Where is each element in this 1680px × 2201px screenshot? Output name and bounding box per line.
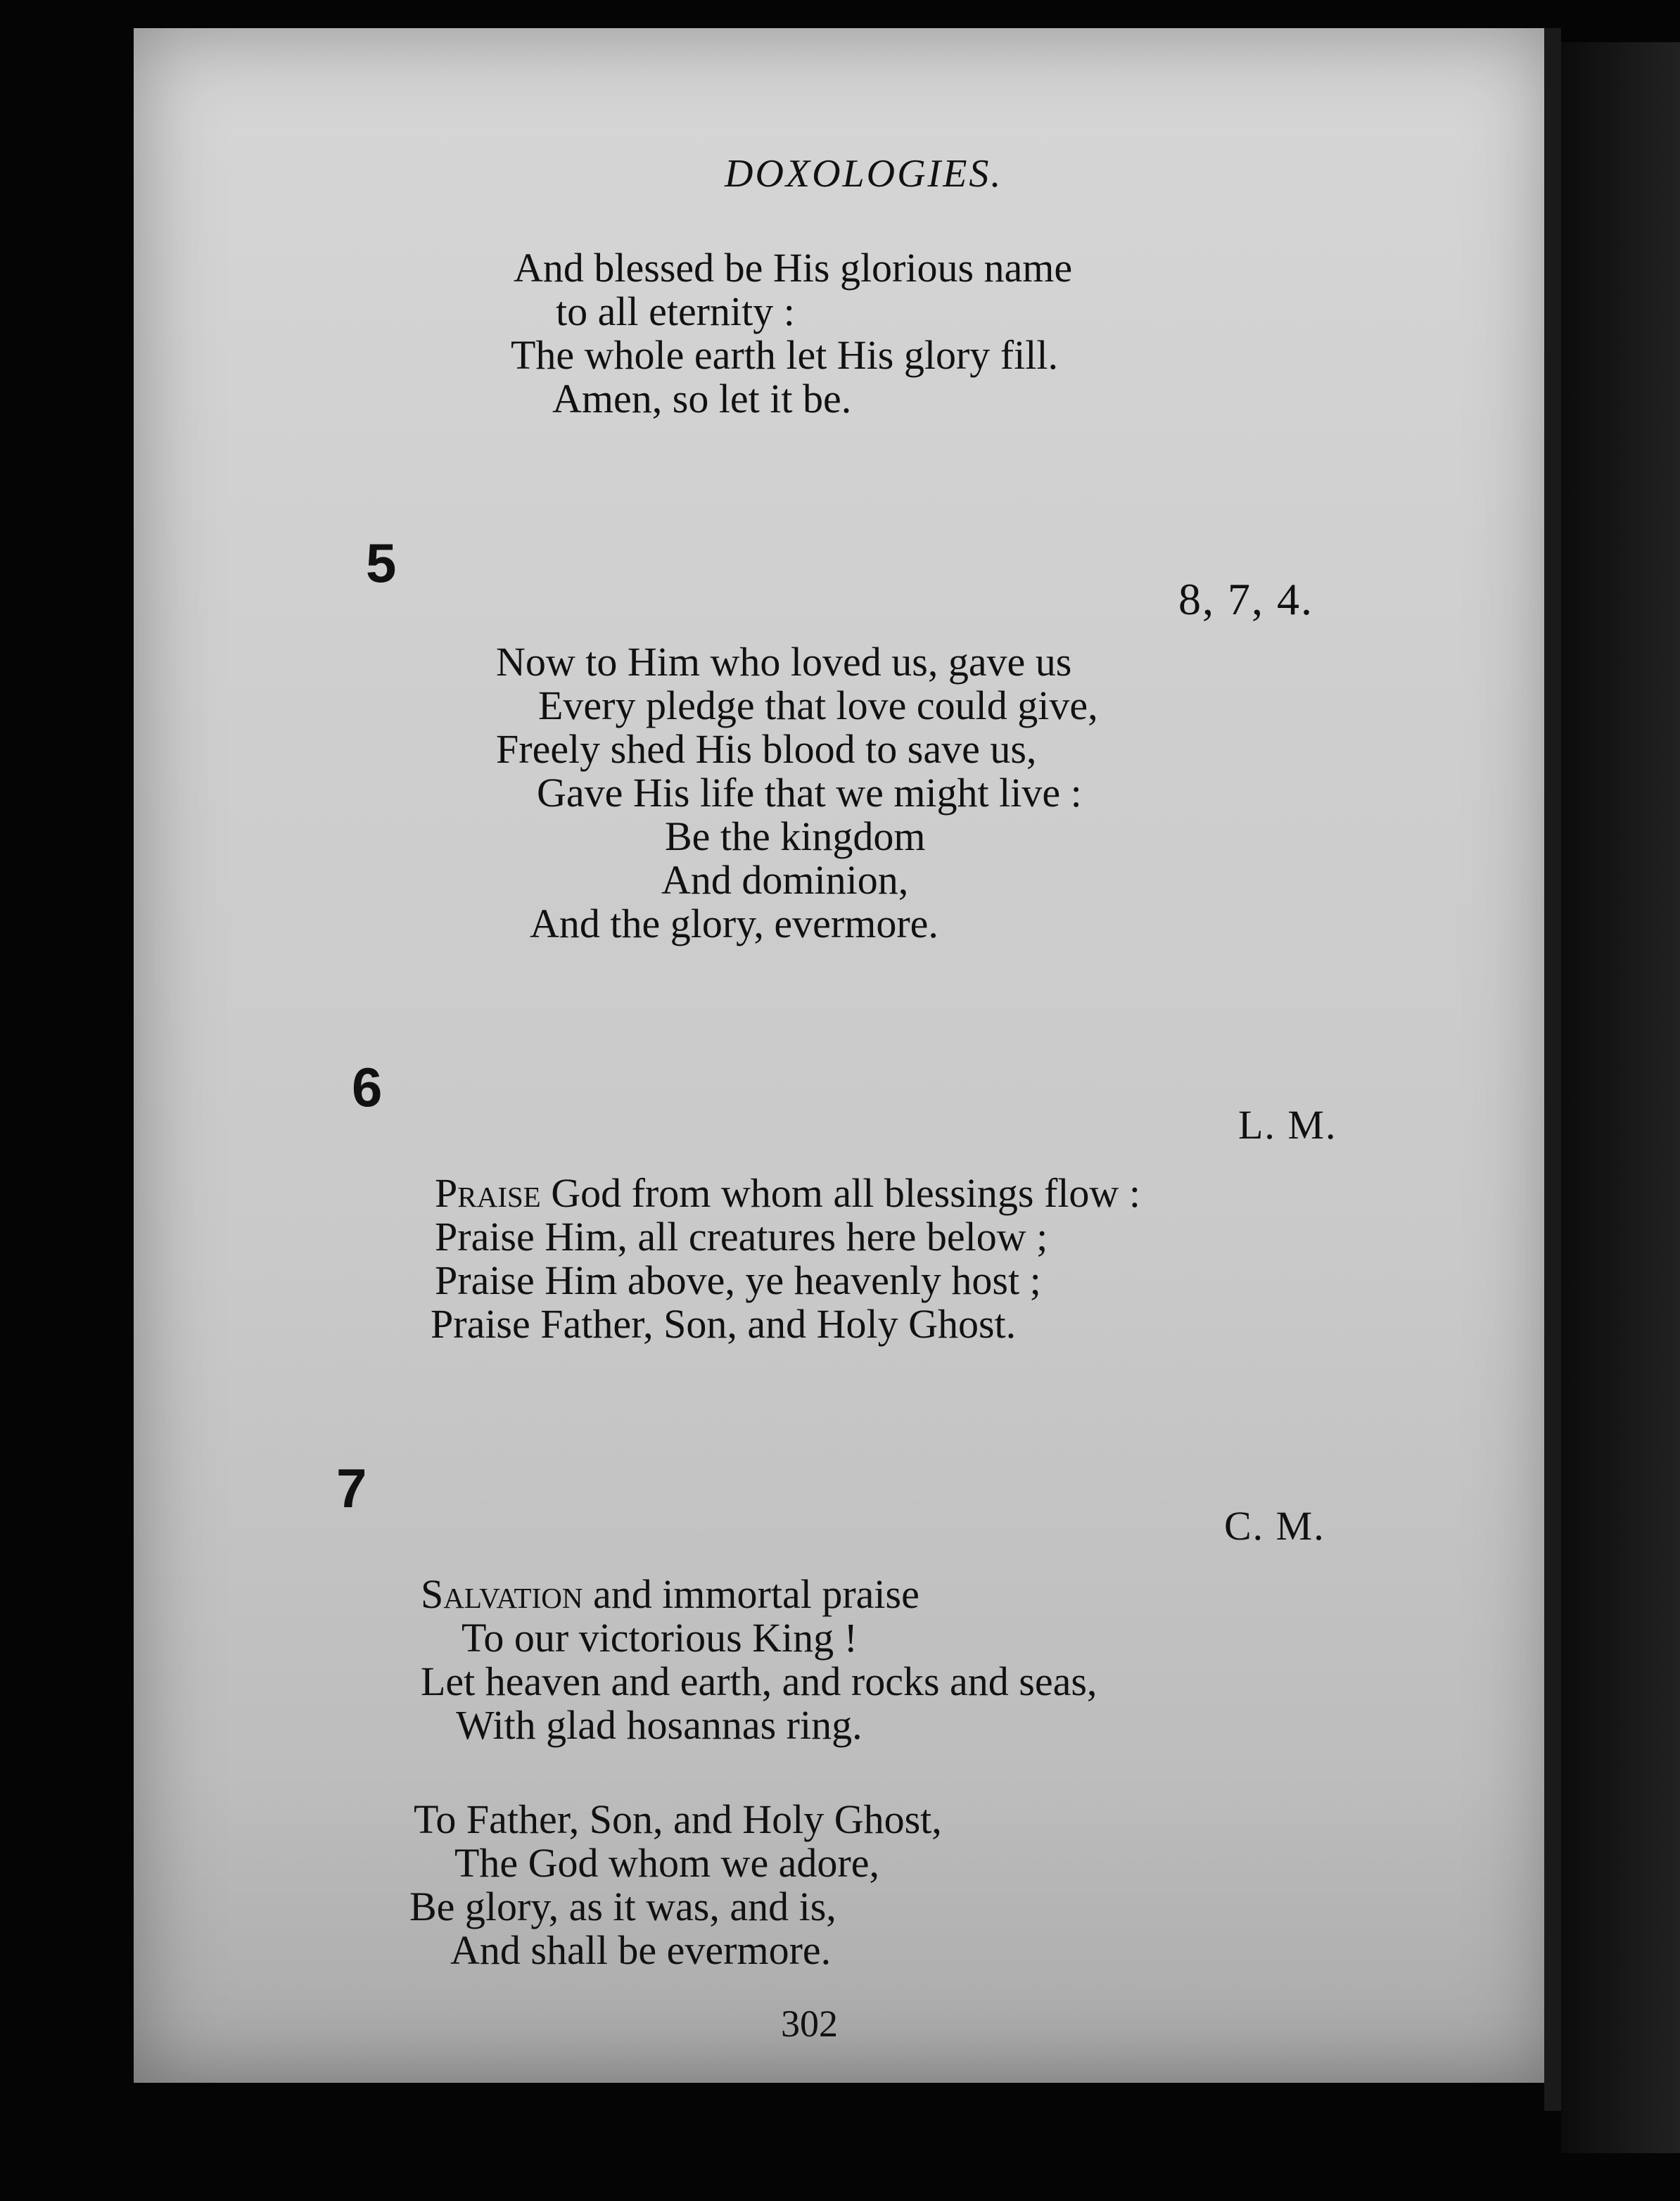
page-number: 302: [781, 2003, 838, 2045]
verse-line: Gave His life that we might live :: [537, 770, 1082, 816]
verse-line: to all eternity :: [556, 288, 795, 334]
verse-line: Be glory, as it was, and is,: [409, 1884, 836, 1929]
verse-first-line: [435, 1172, 1140, 1215]
facing-page-edge: [1561, 42, 1680, 2153]
verse-first-line-rest: God from whom all blessings flow :: [540, 1170, 1140, 1216]
hymn-verse: [421, 1573, 1097, 1747]
hymn-number: 7: [336, 1457, 367, 1519]
hymn-verse: [431, 1170, 1140, 1347]
hymn-meter: 8, 7, 4.: [1178, 574, 1313, 624]
verse-line: The whole earth let His glory fill.: [511, 332, 1058, 378]
verse-line: Praise Him above, ye heavenly host ;: [435, 1257, 1041, 1303]
verse-line: And dominion,: [661, 857, 909, 903]
verse-first-line: [421, 1573, 1097, 1616]
running-head: DOXOLOGIES.: [725, 152, 1003, 196]
hymn-meter: L. M.: [1238, 1102, 1337, 1148]
verse-first-word: Salvation: [421, 1571, 583, 1617]
verse-line: With glad hosannas ring.: [456, 1702, 863, 1748]
verse-line: The God whom we adore,: [454, 1840, 879, 1886]
page-gutter: [1544, 28, 1561, 2111]
hymn-verse-stanza-2: [409, 1796, 942, 1973]
hymn-number: 6: [352, 1056, 383, 1118]
verse-first-word: Praise: [435, 1170, 541, 1216]
hymn-number: 5: [366, 532, 397, 594]
verse-line: And the glory, evermore.: [530, 901, 938, 946]
verse-line: Let heaven and earth, and rocks and seas,: [421, 1658, 1097, 1704]
verse-line: Be the kingdom: [665, 813, 926, 859]
continuation-verse: [511, 245, 1073, 421]
verse-line: Amen, so let it be.: [552, 376, 852, 421]
hymn-meter: C. M.: [1224, 1503, 1325, 1549]
verse-line: Now to Him who loved us, gave us: [496, 639, 1072, 685]
hymn-verse: [496, 640, 1098, 946]
verse-line: And blessed be His glorious name: [514, 245, 1073, 291]
verse-line: Praise Father, Son, and Holy Ghost.: [431, 1301, 1017, 1347]
verse-line: To Father, Son, and Holy Ghost,: [414, 1796, 942, 1842]
verse-line: And shall be evermore.: [450, 1927, 832, 1973]
verse-line: To our victorious King !: [462, 1615, 858, 1661]
verse-line: Praise Him, all creatures here below ;: [435, 1214, 1048, 1260]
verse-line: Freely shed His blood to save us,: [496, 726, 1037, 772]
verse-first-line-rest: and immortal praise: [583, 1571, 919, 1617]
verse-line: Every pledge that love could give,: [538, 683, 1098, 728]
